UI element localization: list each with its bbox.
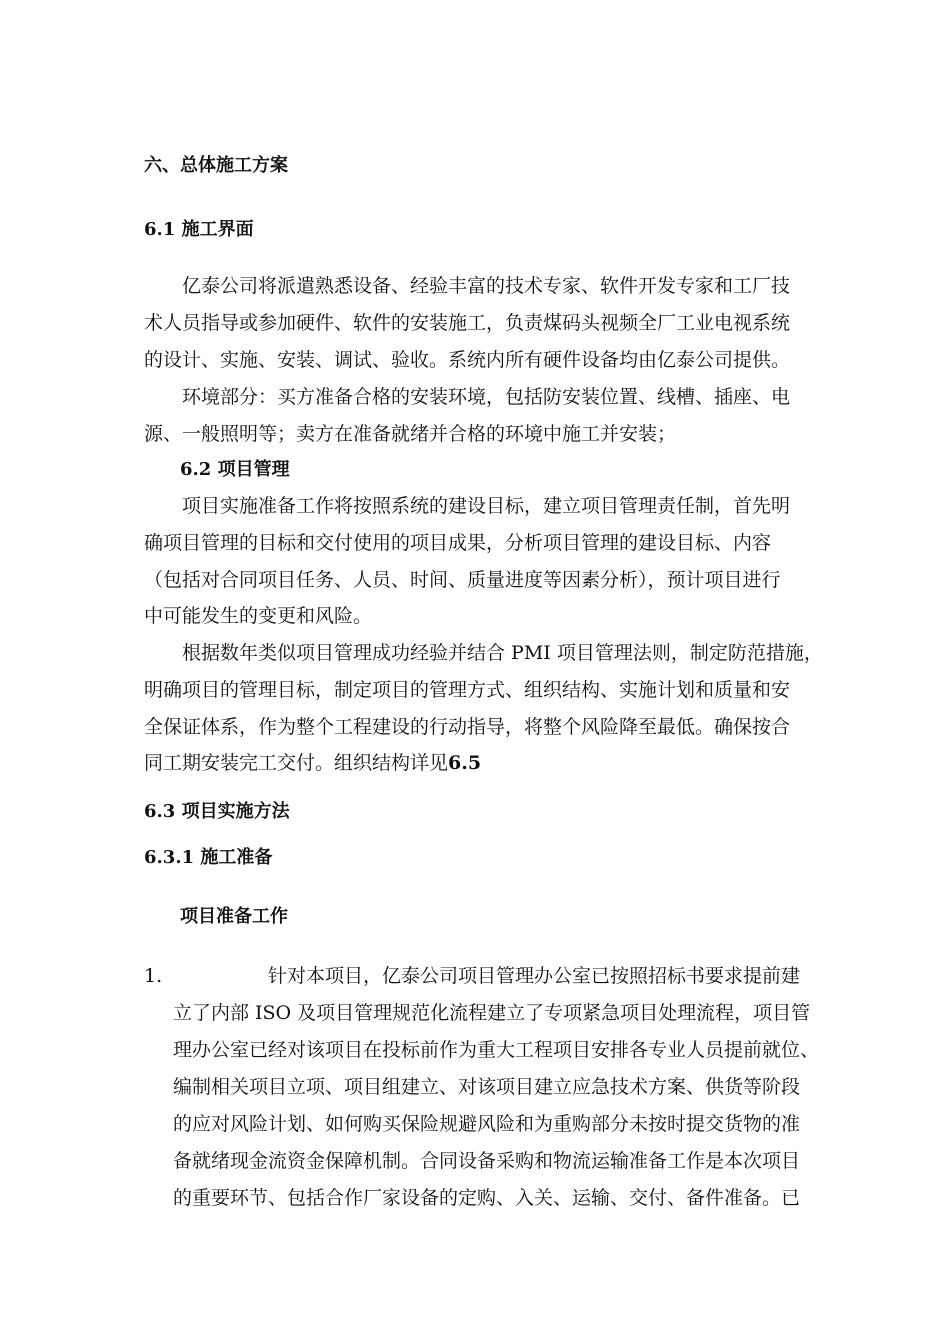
section-reference: 6.5 bbox=[448, 752, 482, 774]
paragraph-line: 中可能发生的变更和风险。 bbox=[144, 605, 373, 627]
list-item-line: 针对本项目，亿泰公司项目管理办公室已按照招标书要求提前建 bbox=[268, 965, 801, 987]
paragraph-text: 同工期安装完工交付。组织结构详见 bbox=[144, 752, 449, 774]
section-heading-6-1: 6.1 施工界面 bbox=[144, 219, 254, 240]
paragraph-line: 环境部分：买方准备合格的安装环境，包括防安装位置、线槽、插座、电 bbox=[182, 386, 791, 408]
section-heading-6: 六、总体施工方案 bbox=[144, 155, 288, 176]
list-item-line: 备就绪现金流资金保障机制。合同设备采购和物流运输准备工作是本次项目 bbox=[173, 1150, 801, 1172]
list-item-line: 的应对风险计划、如何购买保险规避风险和为重购部分未按时提交货物的准 bbox=[173, 1113, 801, 1135]
paragraph-line bbox=[144, 751, 481, 775]
paragraph-line: 源、一般照明等；卖方在准备就绪并合格的环境中施工并安装； bbox=[144, 423, 677, 445]
paragraph-line: （包括对合同项目任务、人员、时间、质量进度等因素分析），预计项目进行 bbox=[144, 569, 781, 591]
list-item-line: 立了内部 ISO 及项目管理规范化流程建立了专项紧急项目处理流程，项目管 bbox=[173, 1002, 811, 1024]
paragraph-line: 项目实施准备工作将按照系统的建设目标，建立项目管理责任制，首先明 bbox=[182, 495, 791, 517]
list-item-line: 编制相关项目立项、项目组建立、对该项目建立应急技术方案、供货等阶段 bbox=[173, 1076, 801, 1098]
paragraph-line: 亿泰公司将派遣熟悉设备、经验丰富的技术专家、软件开发专家和工厂技 bbox=[182, 275, 791, 297]
paragraph-line: 确项目管理的目标和交付使用的项目成果，分析项目管理的建设目标、内容 bbox=[144, 532, 772, 554]
paragraph-line: 术人员指导或参加硬件、软件的安装施工，负责煤码头视频全厂工业电视系统 bbox=[144, 312, 791, 334]
paragraph-line: 的设计、实施、安装、调试、验收。系统内所有硬件设备均由亿泰公司提供。 bbox=[144, 349, 791, 371]
subheading-project-preparation: 项目准备工作 bbox=[180, 906, 288, 927]
list-item-line: 的重要环节、包括合作厂家设备的定购、入关、运输、交付、备件准备。已 bbox=[173, 1187, 801, 1209]
paragraph-line: 全保证体系，作为整个工程建设的行动指导，将整个风险降至最低。确保按合 bbox=[144, 716, 791, 738]
list-item-number: 1. bbox=[144, 965, 163, 987]
section-heading-6-2: 6.2 项目管理 bbox=[180, 459, 290, 480]
paragraph-line: 明确项目的管理目标，制定项目的管理方式、组织结构、实施计划和质量和安 bbox=[144, 679, 791, 701]
section-heading-6-3: 6.3 项目实施方法 bbox=[144, 801, 290, 822]
section-heading-6-3-1: 6.3.1 施工准备 bbox=[144, 847, 273, 868]
paragraph-line: 根据数年类似项目管理成功经验并结合 PMI 项目管理法则，制定防范措施， bbox=[182, 642, 823, 664]
list-item-line: 理办公室已经对该项目在投标前作为重大工程项目安排各专业人员提前就位、 bbox=[173, 1039, 820, 1061]
